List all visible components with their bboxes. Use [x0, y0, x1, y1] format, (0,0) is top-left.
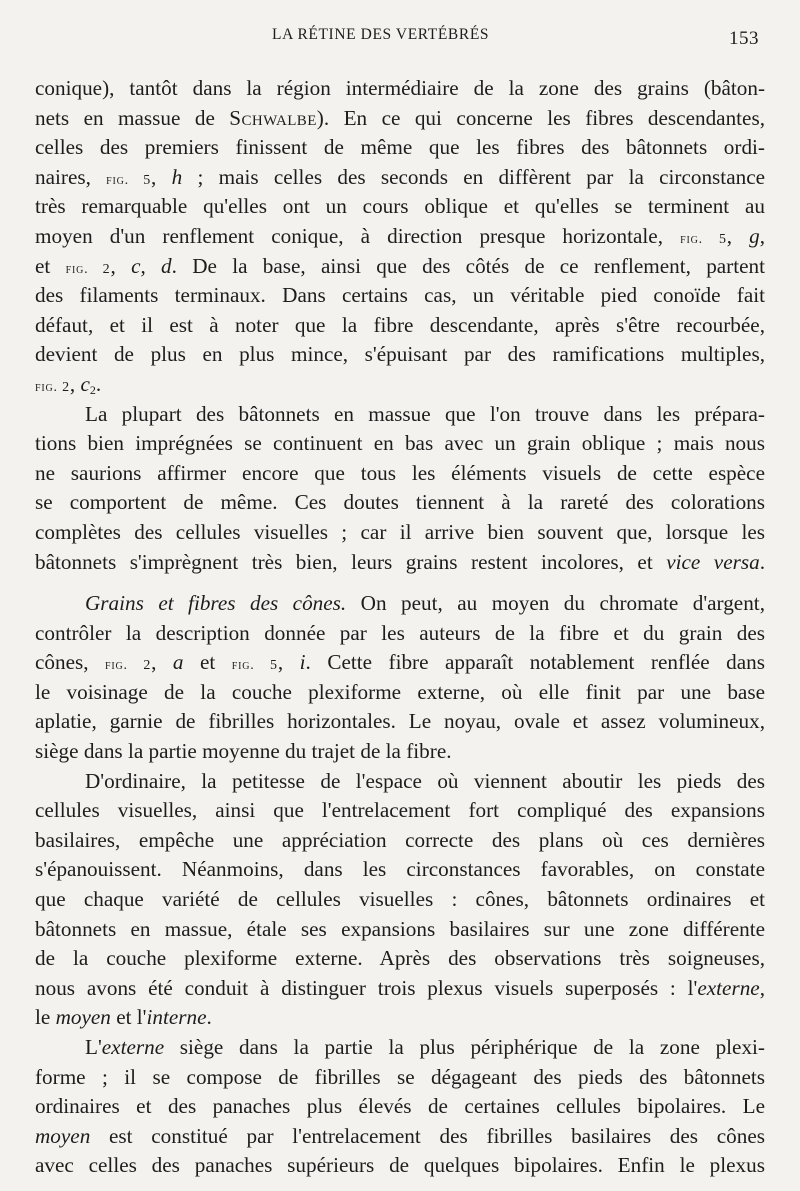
text-span: siège dans la partie la plus périphérique de la zone plexi-	[164, 1035, 765, 1059]
italic-term: moyen	[35, 1123, 91, 1148]
text-line	[35, 1063, 765, 1093]
text-span: .	[759, 549, 765, 574]
text-line	[35, 74, 765, 104]
text-span: ,	[140, 253, 162, 278]
text-span: . De la base, ainsi que des côtés de ce renflement, partent	[171, 253, 766, 278]
figure-letter: i	[299, 650, 306, 675]
text-span: ,	[759, 975, 765, 1000]
text-line	[35, 944, 765, 974]
author-name: Schwalbe	[229, 105, 317, 130]
text-line	[35, 589, 765, 619]
text-span: ; mais celles des seconds en diffèrent par la circonstance	[182, 164, 765, 189]
text-span: tions bien imprégnées se continuent en bas avec un grain oblique ; mais nous	[35, 431, 765, 456]
text-span: naires,	[35, 164, 107, 189]
paragraph-external-plexus	[35, 1033, 765, 1181]
figure-letter: d	[161, 253, 172, 278]
text-span: ne saurions affirmer encore que tous les éléments visuels de cette espèce	[35, 460, 765, 485]
text-span: devient de plus en plus mince, s'épuisant par des ramifications multiples,	[35, 342, 765, 367]
text-line	[35, 104, 765, 134]
text-span: cellules visuelles, ainsi que l'entrelacement fort compliqué des expansions	[35, 798, 765, 823]
text-span: complètes des cellules visuelles ; car il arrive bien souvent que, lorsque les	[35, 519, 765, 544]
text-span: conique), tantôt dans la région intermédiaire de la zone des grains (bâton-	[35, 76, 765, 100]
text-span: le	[35, 1005, 56, 1030]
text-span: avec celles des panaches supérieurs de quelques bipolaires. Enfin le plexus	[35, 1153, 765, 1178]
page-number: 153	[729, 28, 759, 49]
text-span: basilaires, empêche une appréciation correcte des plans où ces dernières	[35, 827, 765, 852]
section-heading: Grains et fibres des cônes.	[85, 591, 347, 616]
text-line	[35, 1151, 765, 1181]
figure-reference: fig. 5	[231, 658, 278, 674]
text-line	[35, 974, 765, 1004]
text-span: bâtonnets s'imprègnent très bien, leurs grains restent incolores, et	[35, 549, 667, 574]
text-span: se comportent de même. Ces doutes tiennent à la rareté des colorations	[35, 490, 765, 515]
text-span: ,	[151, 650, 173, 675]
text-span: et	[35, 253, 66, 278]
text-span: On peut, au moyen du chromate d'argent,	[346, 591, 765, 616]
paragraph-cone-grains-fibers	[35, 589, 765, 767]
text-span: .	[95, 371, 102, 396]
text-line	[35, 1122, 765, 1152]
figure-reference: fig. 2	[35, 379, 70, 395]
text-line	[35, 222, 765, 252]
text-line	[35, 915, 765, 945]
text-line	[35, 826, 765, 856]
text-line	[35, 133, 765, 163]
text-span: siège dans la partie moyenne du trajet de la fibre.	[35, 739, 452, 764]
text-line	[35, 885, 765, 915]
text-span: très remarquable qu'elles ont un cours oblique et qu'elles se terminent au	[35, 194, 765, 219]
text-span: celles des premiers finissent de même que les fibres des bâtonnets ordi-	[35, 135, 765, 160]
paragraph-clubbed-rods-grains	[35, 400, 765, 578]
text-line	[35, 1092, 765, 1122]
italic-term: externe	[697, 975, 760, 1000]
figure-reference: fig. 5	[106, 172, 152, 188]
text-line	[35, 648, 765, 678]
text-span: ,	[726, 223, 750, 248]
text-line	[35, 548, 765, 578]
text-span: ). En ce qui concerne les fibres descendantes,	[316, 105, 765, 130]
italic-phrase: vice versa	[666, 549, 760, 574]
text-span: ,	[277, 650, 300, 675]
running-header	[0, 26, 800, 50]
figure-reference: fig. 2	[65, 261, 111, 277]
text-span: ,	[151, 164, 172, 189]
text-span: de la couche plexiforme externe. Après des observations très soigneuses,	[35, 946, 765, 971]
text-line	[35, 252, 765, 282]
text-span: L'	[85, 1035, 102, 1059]
italic-term: externe	[101, 1035, 165, 1059]
figure-reference: fig. 2	[105, 658, 152, 674]
text-span: aplatie, garnie de fibrilles horizontales. Le noyau, ovale et assez volumineux,	[35, 709, 765, 734]
text-line	[35, 370, 765, 400]
text-line	[35, 192, 765, 222]
text-span: ,	[69, 371, 81, 396]
figure-letter: g	[749, 223, 760, 248]
text-span: forme ; il se compose de fibrilles se dégageant des pieds des bâtonnets	[35, 1064, 765, 1089]
figure-reference: fig. 5	[680, 231, 727, 247]
text-line	[35, 281, 765, 311]
paragraph-clubbed-rod-fibers	[35, 74, 765, 400]
figure-letter: a	[172, 650, 184, 675]
italic-term: interne	[146, 1005, 207, 1030]
text-line	[35, 678, 765, 708]
text-span: contrôler la description donnée par les auteurs de la fibre et du grain des	[35, 620, 765, 645]
text-span: nous avons été conduit à distinguer trois plexus visuels superposés : l'	[35, 975, 698, 1000]
text-span: des filaments terminaux. Dans certains cas, un véritable pied conoïde fait	[35, 283, 765, 308]
text-span: D'ordinaire, la petitesse de l'espace où viennent aboutir les pieds des	[85, 768, 765, 793]
running-title: LA RÉTINE DES VERTÉBRÉS	[272, 26, 490, 43]
text-span: et	[183, 650, 232, 675]
text-span: bâtonnets en massue, étale ses expansions basilaires sur une zone différente	[35, 916, 765, 941]
text-span: s'épanouissent. Néanmoins, dans les circonstances favorables, on constate	[35, 857, 765, 882]
text-line	[35, 429, 765, 459]
text-span: cônes,	[35, 650, 106, 675]
text-span: moyen d'un renflement conique, à direction presque horizontale,	[35, 223, 681, 248]
text-line	[35, 855, 765, 885]
text-span: que chaque variété de cellules visuelles : cônes, bâtonnets ordinaires et	[35, 887, 765, 912]
text-line	[35, 737, 765, 767]
figure-letter: h	[171, 164, 183, 189]
figure-subscript: 2	[89, 382, 96, 397]
text-line	[35, 518, 765, 548]
figure-letter: c	[131, 253, 141, 278]
text-line	[35, 767, 765, 797]
text-span: nets en massue de	[35, 105, 230, 130]
text-line	[35, 488, 765, 518]
text-line	[35, 796, 765, 826]
text-span: le voisinage de la couche plexiforme externe, où elle finit par une base	[35, 679, 765, 704]
text-span: La plupart des bâtonnets en massue que l'on trouve dans les prépara-	[85, 401, 765, 426]
figure-letter: c	[80, 371, 90, 396]
text-line	[35, 459, 765, 489]
italic-term: moyen	[55, 1005, 111, 1030]
text-span: est constitué par l'entrelacement des fibrilles basilaires des cônes	[90, 1123, 765, 1148]
text-line	[35, 340, 765, 370]
text-span: .	[206, 1005, 212, 1030]
text-line	[35, 1033, 765, 1063]
body-text	[35, 74, 765, 1181]
text-span: défaut, et il est à noter que la fibre descendante, après s'être recourbée,	[35, 312, 765, 337]
text-line	[35, 619, 765, 649]
text-line	[35, 400, 765, 430]
text-span: ,	[110, 253, 132, 278]
text-span: et l'	[110, 1005, 147, 1030]
text-line	[35, 163, 765, 193]
text-span: ordinaires et des panaches plus élevés de certaines cellules bipolaires. Le	[35, 1094, 765, 1119]
text-span: ,	[759, 223, 766, 248]
paragraph-visual-plexuses	[35, 767, 765, 1033]
text-line	[35, 707, 765, 737]
text-line	[35, 311, 765, 341]
text-span: . Cette fibre apparaît notablement renflée dans	[305, 650, 766, 675]
text-line	[35, 1003, 765, 1033]
